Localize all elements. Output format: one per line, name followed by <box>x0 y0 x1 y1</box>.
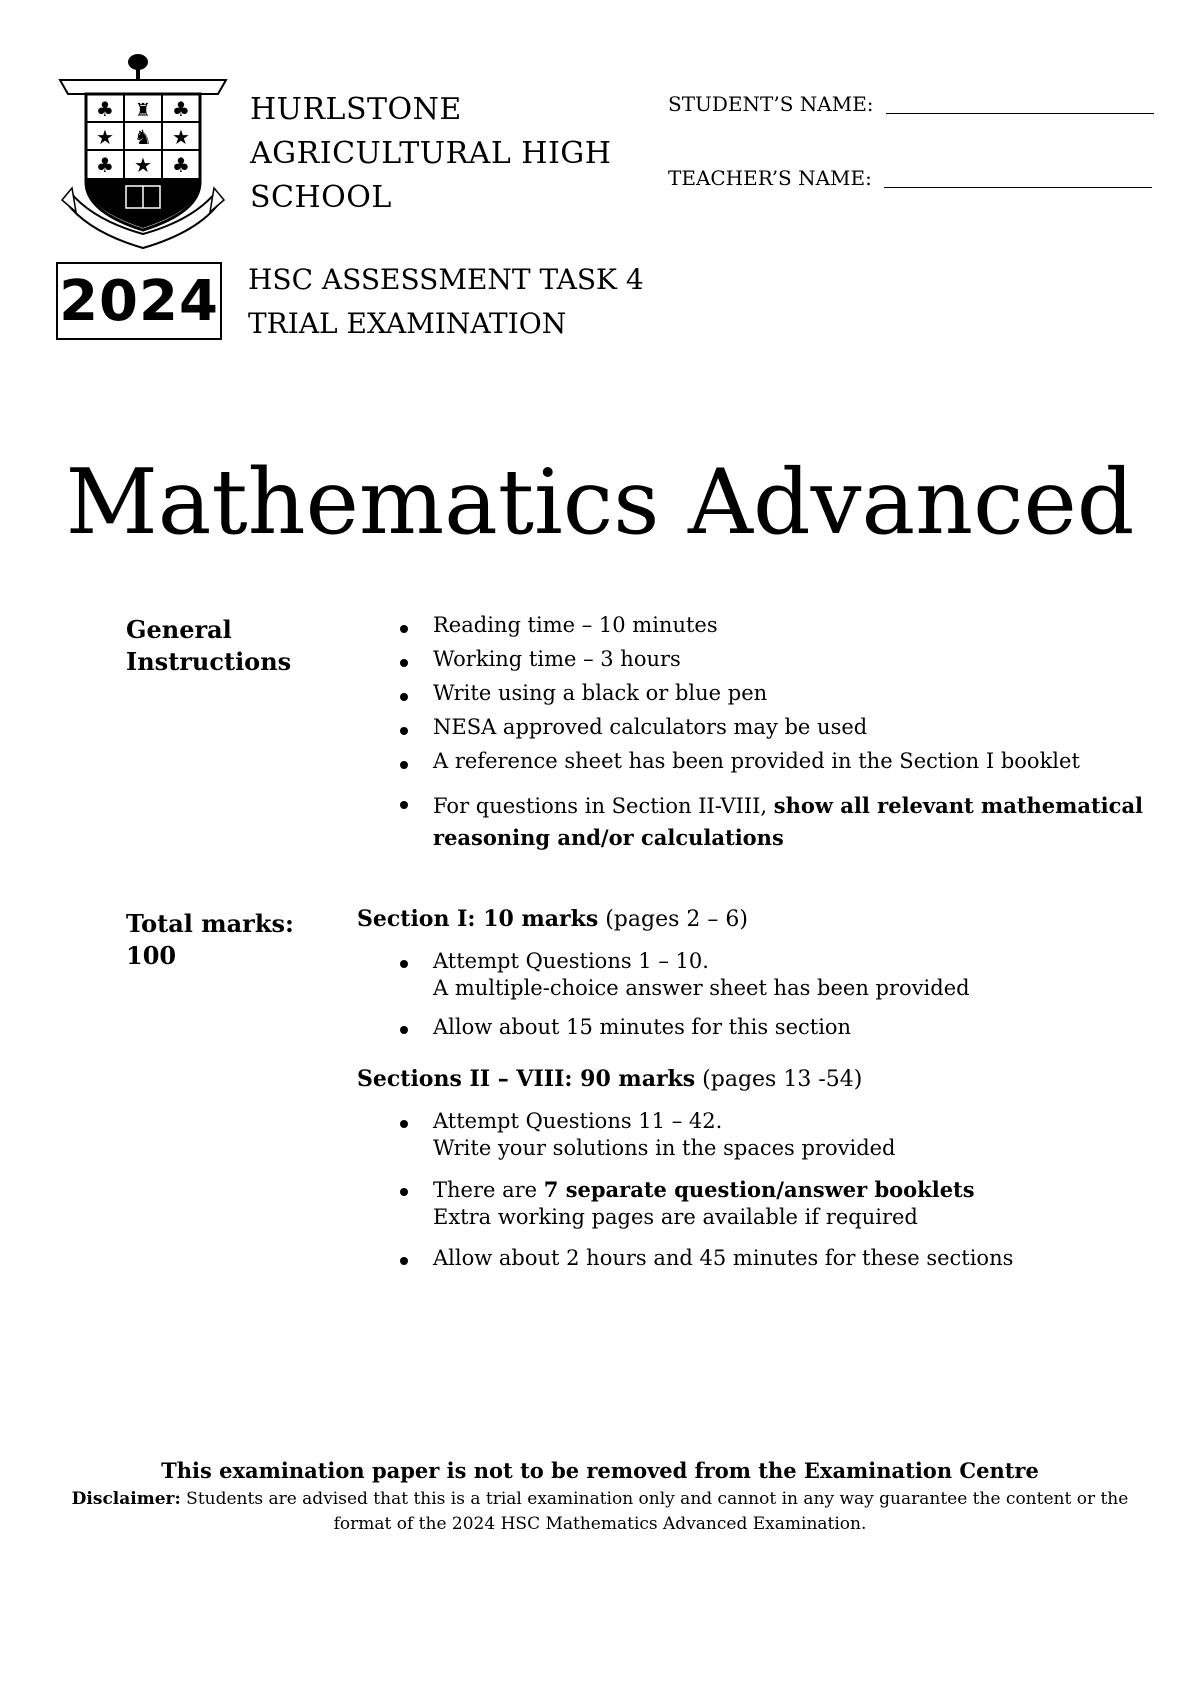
removal-warning: This examination paper is not to be removed from the Examination Centre <box>161 1458 1039 1483</box>
teacher-name-label: TEACHER’S NAME: <box>668 166 872 190</box>
section-2-heading <box>357 1066 862 1092</box>
task-line: TRIAL EXAMINATION <box>248 307 567 340</box>
list-item: Write using a black or blue pen <box>400 681 1143 715</box>
section-1-heading <box>357 906 748 932</box>
school-name-line: HURLSTONE <box>250 92 462 127</box>
list-item <box>400 789 1143 853</box>
instruction-bold: reasoning and/or calculations <box>433 825 784 850</box>
school-crest-logo <box>58 52 228 252</box>
school-name <box>250 88 611 220</box>
total-marks-text: Total marks: <box>126 909 294 938</box>
general-instructions-label <box>126 614 291 678</box>
svg-text:★: ★ <box>96 125 114 149</box>
instruction-prefix: For questions in Section II-VIII, <box>433 794 774 818</box>
disclaimer <box>0 1487 1200 1537</box>
section-heading-bold: Sections II – VIII: 90 marks <box>357 1066 696 1092</box>
exam-year: 2024 <box>59 268 219 334</box>
subject-title: Mathematics Advanced <box>65 450 1135 555</box>
label-line: Instructions <box>126 647 292 676</box>
section-2-list <box>400 1108 1013 1272</box>
task-line: HSC ASSESSMENT TASK 4 <box>248 263 644 296</box>
disclaimer-text: Students are advised that this is a trial examination only and cannot in any way guarantee the content or the <box>180 1489 1129 1509</box>
teacher-name-line[interactable] <box>884 187 1152 188</box>
booklets-bold: 7 separate question/answer booklets <box>543 1177 975 1202</box>
school-name-line: AGRICULTURAL HIGH <box>250 136 612 171</box>
footer <box>0 1458 1200 1537</box>
disclaimer-label: Disclaimer: <box>71 1489 181 1509</box>
list-item: Reading time – 10 minutes <box>400 613 1143 647</box>
section-heading-bold: Section I: 10 marks <box>357 906 599 932</box>
list-item: NESA approved calculators may be used <box>400 715 1143 749</box>
list-item: There are 7 separate question/answer booklets Extra working pages are available if required <box>400 1176 1013 1231</box>
svg-text:♞: ♞ <box>134 125 152 149</box>
list-item: A reference sheet has been provided in the Section I booklet <box>400 749 1143 789</box>
school-name-line: SCHOOL <box>250 180 392 215</box>
student-name-line[interactable] <box>886 113 1154 114</box>
svg-text:★: ★ <box>134 153 152 177</box>
general-instructions-list <box>400 613 1143 853</box>
total-marks-value: 100 <box>126 941 177 970</box>
list-item: Allow about 2 hours and 45 minutes for these sections <box>400 1245 1013 1272</box>
list-item: Attempt Questions 1 – 10. A multiple-choice answer sheet has been provided <box>400 948 970 1002</box>
assessment-task-title <box>248 258 644 346</box>
svg-text:★: ★ <box>172 125 190 149</box>
student-name-label: STUDENT’S NAME: <box>668 92 874 116</box>
section-heading-pages: (pages 13 -54) <box>695 1067 863 1092</box>
svg-text:♣: ♣ <box>96 153 114 177</box>
list-item: Working time – 3 hours <box>400 647 1143 681</box>
svg-text:♜: ♜ <box>134 100 152 121</box>
svg-text:♣: ♣ <box>96 97 114 121</box>
year-box <box>56 262 222 340</box>
instruction-bold: show all relevant mathematical <box>773 793 1144 818</box>
label-line: General <box>126 615 232 644</box>
section-heading-pages: (pages 2 – 6) <box>598 907 748 932</box>
teacher-name-field <box>668 166 1152 190</box>
list-item: Attempt Questions 11 – 42. Write your solutions in the spaces provided <box>400 1108 1013 1162</box>
list-item: Allow about 15 minutes for this section <box>400 1014 970 1041</box>
svg-text:♣: ♣ <box>172 97 190 121</box>
svg-text:♣: ♣ <box>172 153 190 177</box>
disclaimer-text: format of the 2024 HSC Mathematics Advanced Examination. <box>333 1514 867 1534</box>
student-name-field <box>668 92 1154 116</box>
section-1-list <box>400 948 970 1041</box>
total-marks-label <box>126 908 294 972</box>
